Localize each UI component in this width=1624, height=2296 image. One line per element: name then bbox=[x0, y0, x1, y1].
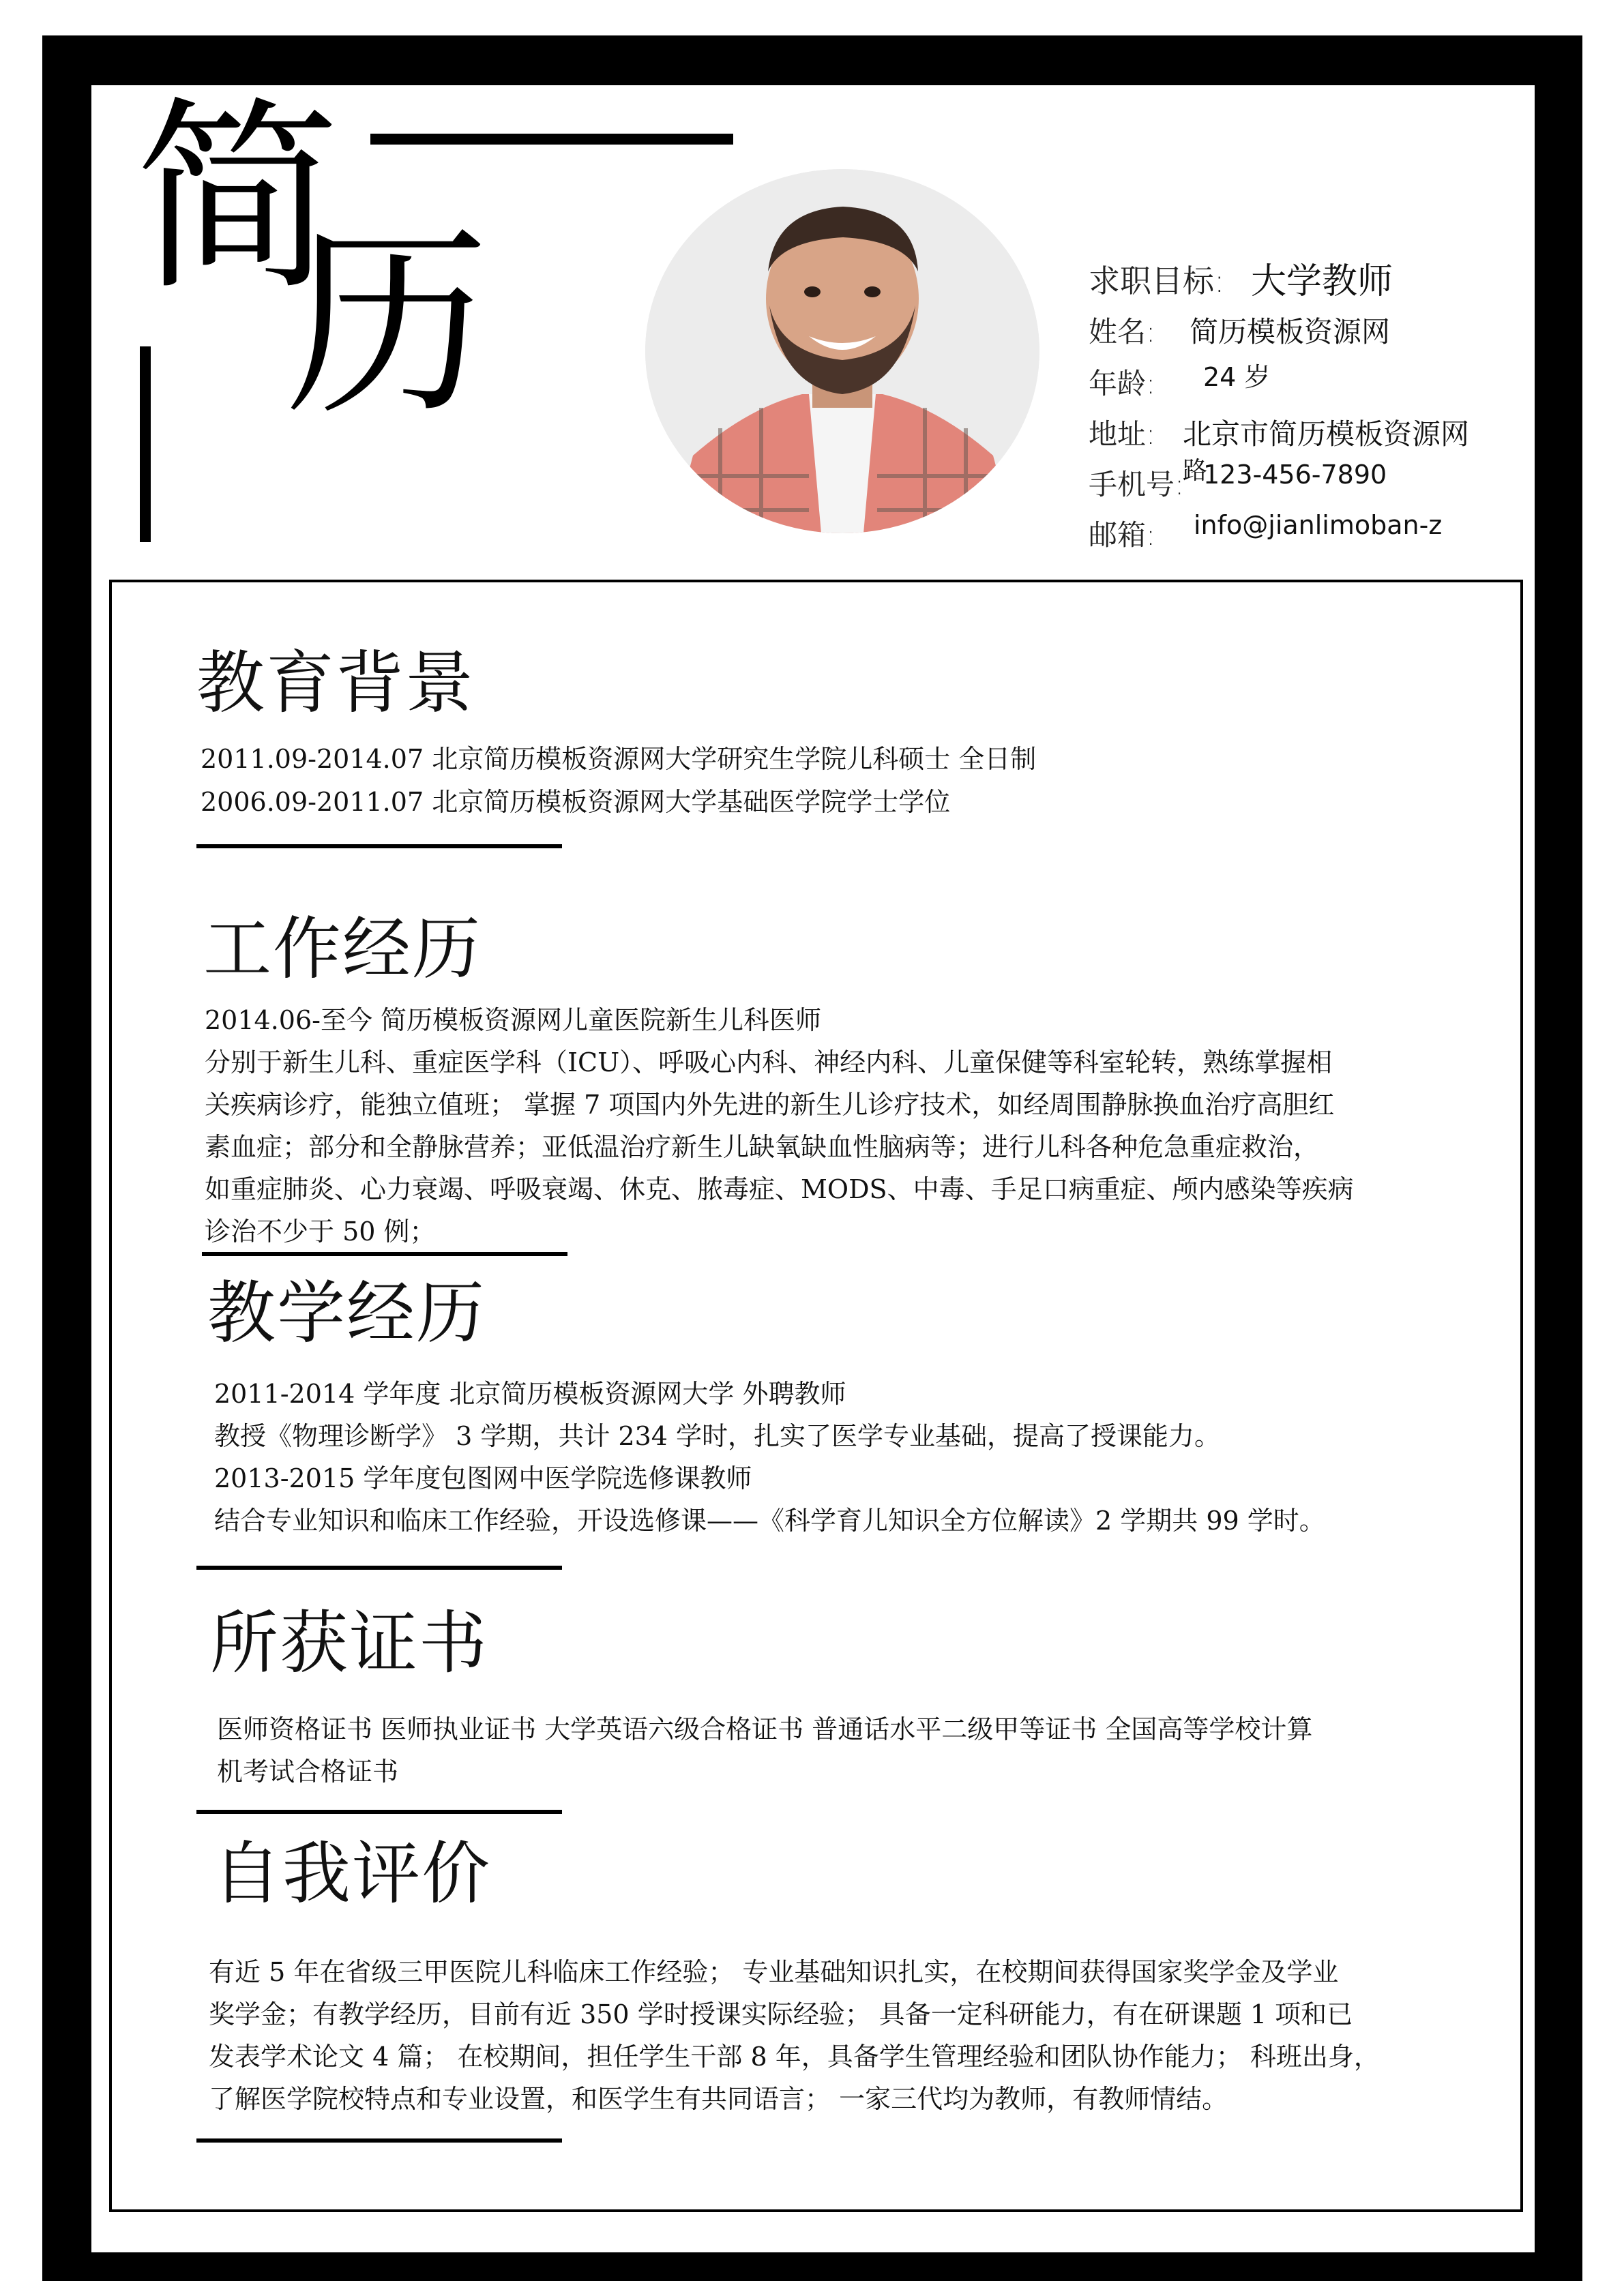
teaching-line: 2013-2015 学年度包图网中医学院选修课教师 bbox=[214, 1463, 752, 1493]
email-label: 邮箱: bbox=[1089, 518, 1156, 552]
job-target-row bbox=[1089, 256, 1393, 302]
email-value: info@jianlimoban-z bbox=[1194, 510, 1443, 540]
title-char-li: 历 bbox=[285, 205, 490, 443]
education-title: 教育背景 bbox=[196, 643, 475, 723]
self-evaluation-line: 奖学金；有教学经历，目前有近 350 学时授课实际经验； 具备一定科研能力，有在研课题 1 项和已 bbox=[209, 1999, 1353, 2029]
person-portrait-icon bbox=[645, 169, 1039, 533]
certificates-line: 医师资格证书 医师执业证书 大学英语六级合格证书 普通话水平二级甲等证书 全国高等学校计算 bbox=[217, 1714, 1313, 1744]
job-target-label: 求职目标: bbox=[1089, 263, 1225, 299]
phone-label: 手机号: bbox=[1089, 468, 1185, 501]
teaching-rule bbox=[196, 1566, 562, 1570]
work-line: 素血症；部分和全静脉营养；亚低温治疗新生儿缺氧缺血性脑病等；进行儿科各种危急重症救治， bbox=[205, 1132, 1320, 1162]
self-evaluation-rule bbox=[196, 2138, 562, 2143]
teaching-line: 教授《物理诊断学》 3 学期，共计 234 学时，扎实了医学专业基础，提高了授课能力。 bbox=[214, 1421, 1221, 1451]
phone-value: 123-456-7890 bbox=[1203, 460, 1387, 490]
age-row bbox=[1089, 361, 1271, 402]
work-line: 2014.06-至今 简历模板资源网儿童医院新生儿科医师 bbox=[205, 1005, 822, 1035]
email-row bbox=[1089, 510, 1443, 554]
age-label: 年龄: bbox=[1089, 367, 1156, 400]
certificates-title: 所获证书 bbox=[210, 1603, 488, 1683]
title-char-jian: 简 bbox=[135, 80, 340, 318]
work-rule bbox=[202, 1252, 567, 1256]
education-line: 2011.09-2014.07 北京简历模板资源网大学研究生学院儿科硕士 全日制 bbox=[201, 744, 1037, 774]
self-evaluation-line: 发表学术论文 4 篇； 在校期间，担任学生干部 8 年，具备学生管理经验和团队协作能力； 科班出身， bbox=[209, 2042, 1380, 2072]
education-rule bbox=[196, 844, 562, 848]
work-title: 工作经历 bbox=[203, 909, 482, 989]
phone-row bbox=[1089, 460, 1387, 503]
teaching-line: 2011-2014 学年度 北京简历模板资源网大学 外聘教师 bbox=[214, 1379, 846, 1409]
education-line: 2006.09-2011.07 北京简历模板资源网大学基础医学院学士学位 bbox=[201, 787, 951, 817]
job-target-value: 大学教师 bbox=[1251, 261, 1393, 302]
address-value-overflow: 路 bbox=[1183, 457, 1208, 485]
work-line: 分别于新生儿科、重症医学科（ICU）、呼吸心内科、神经内科、儿童保健等科室轮转，熟练掌握相 bbox=[205, 1047, 1333, 1077]
work-line: 关疾病诊疗，能独立值班； 掌握 7 项国内外先进的新生儿诊疗技术，如经周围静脉换血治疗高胆红 bbox=[205, 1090, 1335, 1120]
work-line: 诊治不少于 50 例； bbox=[205, 1217, 436, 1247]
self-evaluation-line: 有近 5 年在省级三甲医院儿科临床工作经验； 专业基础知识扎实，在校期间获得国家奖学金及学业 bbox=[209, 1957, 1339, 1987]
name-label: 姓名: bbox=[1089, 315, 1156, 348]
teaching-title: 教学经历 bbox=[207, 1273, 486, 1353]
certificates-rule bbox=[196, 1810, 562, 1814]
self-evaluation-title: 自我评价 bbox=[213, 1834, 491, 1913]
name-value: 简历模板资源网 bbox=[1190, 315, 1391, 348]
profile-photo bbox=[645, 169, 1039, 533]
title-top-rule bbox=[370, 134, 733, 145]
address-label: 地址: bbox=[1089, 417, 1156, 451]
certificates-line: 机考试合格证书 bbox=[217, 1757, 399, 1787]
address-value: 北京市简历模板资源网 bbox=[1183, 417, 1470, 451]
work-line: 如重症肺炎、心力衰竭、呼吸衰竭、休克、脓毒症、MODS、中毒、手足口病重症、颅内感染等疾病 bbox=[205, 1174, 1354, 1204]
self-evaluation-line: 了解医学院校特点和专业设置，和医学生有共同语言； 一家三代均为教师，有教师情结。 bbox=[209, 2084, 1228, 2114]
teaching-line: 结合专业知识和临床工作经验，开设选修课——《科学育儿知识全方位解读》2 学期共 99 学时。 bbox=[214, 1506, 1325, 1536]
name-row bbox=[1089, 310, 1391, 351]
title-left-rule bbox=[140, 346, 151, 542]
age-value: 24 岁 bbox=[1203, 362, 1271, 392]
